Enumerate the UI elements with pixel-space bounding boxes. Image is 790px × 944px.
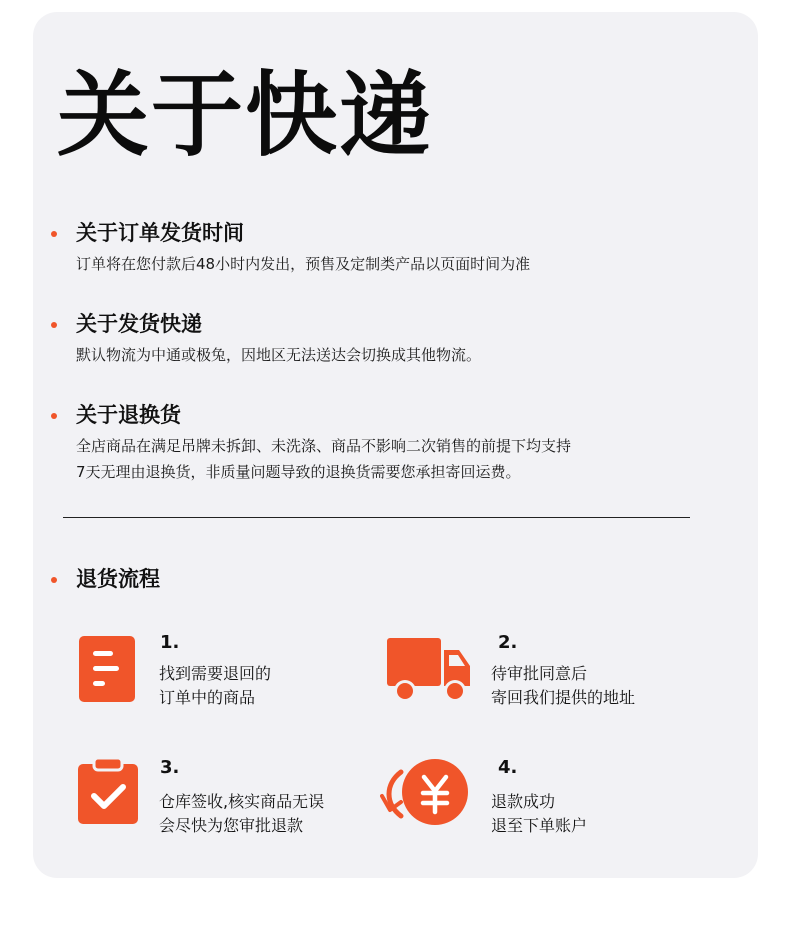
step-line: 订单中的商品: [159, 688, 256, 707]
step-number: 1.: [160, 632, 180, 653]
step-line: 寄回我们提供的地址: [491, 688, 636, 707]
page-title: 关于快递: [57, 62, 434, 169]
step-number: 4.: [498, 757, 518, 778]
bullet-dot: [51, 231, 57, 237]
section-text: 默认物流为中通或极兔，因地区无法送达会切换成其他物流。: [76, 346, 482, 364]
info-card: [33, 12, 758, 878]
divider: [63, 517, 690, 518]
step-line: 会尽快为您审批退款: [159, 816, 304, 835]
step-description: [159, 662, 271, 710]
section-text-line: 全店商品在满足吊牌未拆卸、未洗涤、商品不影响二次销售的前提下均支持: [76, 437, 572, 455]
section-heading: 关于发货快递: [76, 312, 202, 336]
section-text: 订单将在您付款后48小时内发出，预售及定制类产品以页面时间为准: [76, 255, 531, 273]
step-line: 退款成功: [491, 792, 556, 811]
step-description: [159, 790, 324, 838]
yuan-refund-icon: [380, 758, 472, 826]
step-number: 3.: [160, 757, 180, 778]
section-text-line: 7天无理由退换货，非质量问题导致的退换货需要您承担寄回运费。: [76, 463, 521, 481]
bullet-dot: [51, 413, 57, 419]
bullet-dot: [51, 577, 57, 583]
step-line: 仓库签收,核实商品无误: [159, 792, 325, 811]
step-line: 找到需要退回的: [159, 664, 272, 683]
step-line: 退至下单账户: [491, 816, 588, 835]
delivery-truck-icon: [387, 638, 471, 702]
step-description: [491, 662, 635, 710]
section-heading: 关于订单发货时间: [76, 221, 244, 245]
section-heading: 关于退换货: [76, 403, 181, 427]
step-description: [491, 790, 587, 838]
document-list-icon: [79, 636, 135, 702]
bullet-dot: [51, 322, 57, 328]
step-line: 待审批同意后: [491, 664, 588, 683]
step-number: 2.: [498, 632, 518, 653]
clipboard-check-icon: [78, 758, 138, 824]
section-heading: 退货流程: [76, 567, 160, 591]
section-text: [76, 433, 571, 485]
